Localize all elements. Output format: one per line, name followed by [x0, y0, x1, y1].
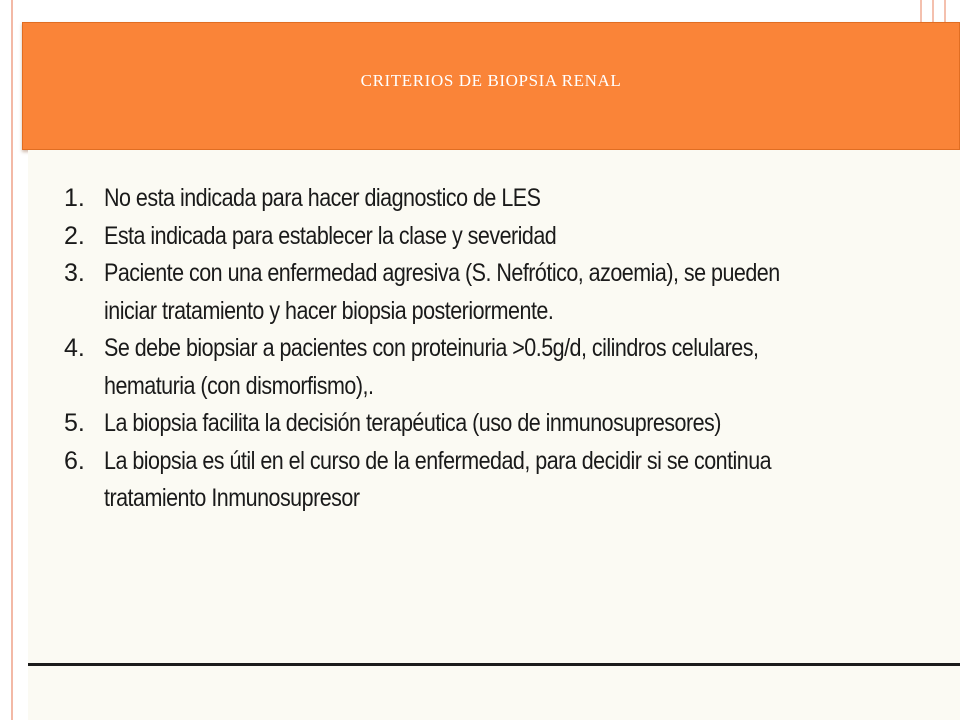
criteria-number: 1. — [64, 184, 85, 212]
criteria-item-6 — [64, 443, 944, 518]
slide-frame-corner — [918, 0, 960, 24]
separator-line — [28, 663, 960, 666]
criteria-text: Paciente con una enfermedad agresiva (S. Nefrótico, azoemia), se pueden iniciar tratamiento y hacer biopsia posteriormente. — [104, 259, 780, 325]
criteria-text: Se debe biopsiar a pacientes con proteinuria >0.5g/d, cilindros celulares, hematuria (con dismorfismo),. — [104, 334, 759, 400]
criteria-text: No esta indicada para hacer diagnostico de LES — [104, 184, 541, 212]
criteria-list — [64, 180, 944, 518]
criteria-number: 2. — [64, 221, 85, 250]
frame-corner-bar — [944, 0, 960, 24]
criteria-item-5 — [64, 405, 944, 443]
criteria-text: La biopsia es útil en el curso de la enfermedad, para decidir si se continua tratamiento Inmunosupresor — [104, 446, 772, 512]
criteria-number: 4. — [64, 334, 85, 362]
criteria-text: La biopsia facilita la decisión terapéutica (uso de inmunosupresores) — [104, 409, 721, 437]
slide-frame-left — [0, 0, 13, 720]
title-banner — [22, 22, 960, 150]
criteria-image — [28, 150, 960, 720]
frame-corner-bar — [920, 0, 930, 24]
criteria-text: Esta indicada para establecer la clase y severidad — [104, 221, 557, 250]
criteria-number: 6. — [64, 446, 85, 475]
criteria-item-1 — [64, 180, 944, 218]
frame-corner-bar — [932, 0, 942, 24]
criteria-item-2 — [64, 218, 944, 256]
criteria-item-4 — [64, 330, 944, 405]
criteria-item-3 — [64, 255, 944, 330]
slide-title: CRITERIOS DE BIOPSIA RENAL — [360, 71, 622, 90]
criteria-number: 3. — [64, 259, 85, 287]
criteria-number: 5. — [64, 409, 85, 437]
